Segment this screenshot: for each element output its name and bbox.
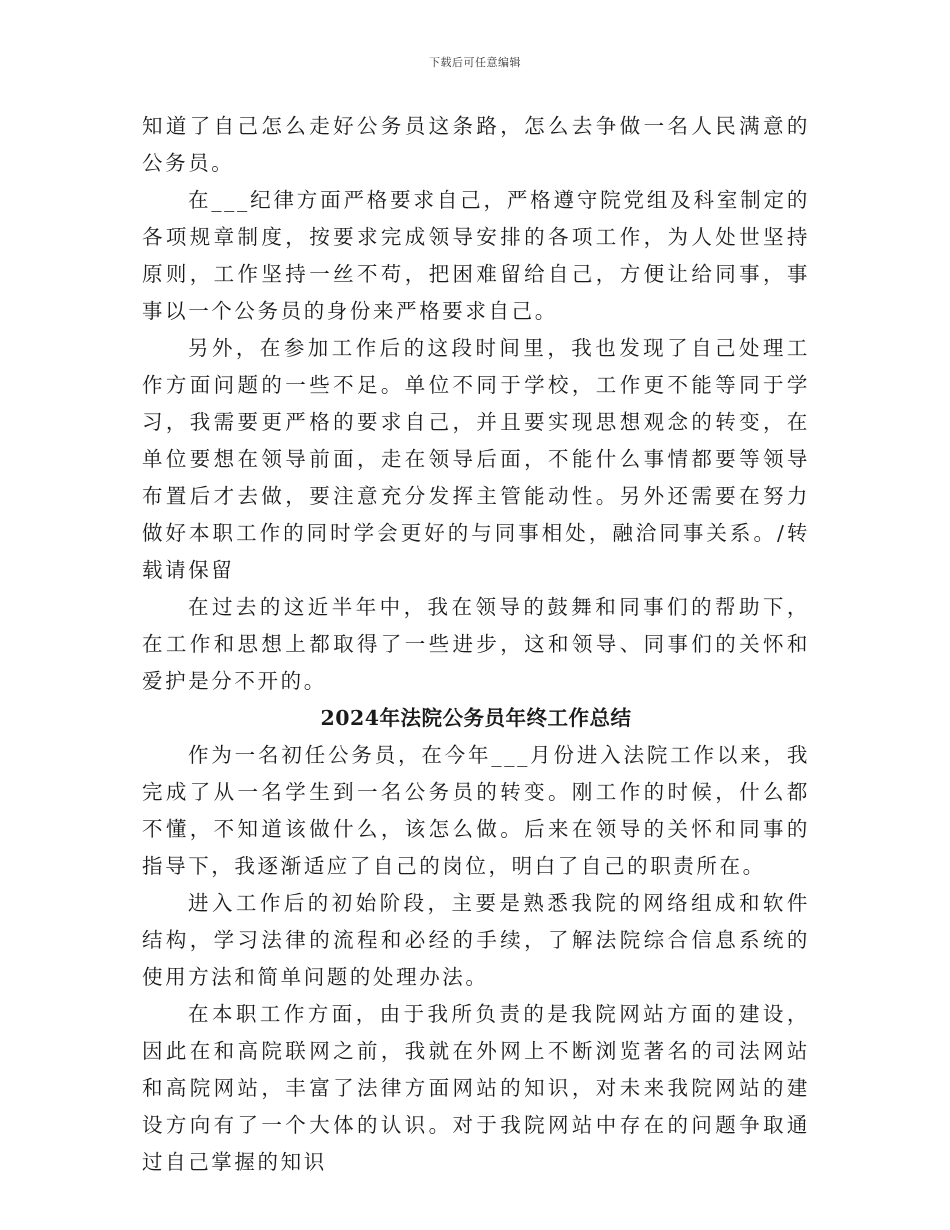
paragraph-4: 在过去的这近半年中，我在领导的鼓舞和同事们的帮助下，在工作和思想上都取得了一些进步，这和领导、同事们的关怀和爱护是分不开的。: [142, 595, 810, 693]
paragraph-2: 在___纪律方面严格要求自己，严格遵守院党组及科室制定的各项规章制度，按要求完成领导安排的各项工作，为人处世坚持原则，工作坚持一丝不苟，把困难留给自己，方便让给同事，事事以一个公务员的身份来严格要求自己。: [142, 188, 810, 323]
paragraph-5: 作为一名初任公务员，在今年___月份进入法院工作以来，我完成了从一名学生到一名公务员的转变。刚工作的时候，什么都不懂，不知道该做什么，该怎么做。后来在领导的关怀和同事的指导下，我逐渐适应了自己的岗位，明白了自己的职责所在。: [142, 743, 810, 878]
paragraph-7: 在本职工作方面，由于我所负责的是我院网站方面的建设，因此在和高院联网之前，我就在外网上不断浏览著名的司法网站和高院网站，丰富了法律方面网站的知识，对未来我院网站的建设方向有了一个大体的认识。对于我院网站中存在的问题争取通过自己掌握的知识: [142, 1002, 810, 1174]
paragraph-1: 知道了自己怎么走好公务员这条路，怎么去争做一名人民满意的公务员。: [142, 114, 810, 175]
section-title: 2024年法院公务员年终工作总结: [320, 706, 632, 730]
paragraph-3: 另外，在参加工作后的这段时间里，我也发现了自己处理工作方面问题的一些不足。单位不同于学校，工作更不能等同于学习，我需要更严格的要求自己，并且要实现思想观念的转变，在单位要想在领导前面，走在领导后面，不能什么事情都要等领导布置后才去做，要注意充分发挥主管能动性。另外还需要在努力做好本职工作的同时学会更好的与同事相处，融洽同事关系。/转载请保留: [142, 336, 810, 582]
header-note: 下载后可任意编辑: [429, 56, 521, 69]
document-body: [142, 108, 810, 1181]
paragraph-6: 进入工作后的初始阶段，主要是熟悉我院的网络组成和软件结构，学习法律的流程和必经的手续，了解法院综合信息系统的使用方法和简单问题的处理办法。: [142, 891, 810, 989]
